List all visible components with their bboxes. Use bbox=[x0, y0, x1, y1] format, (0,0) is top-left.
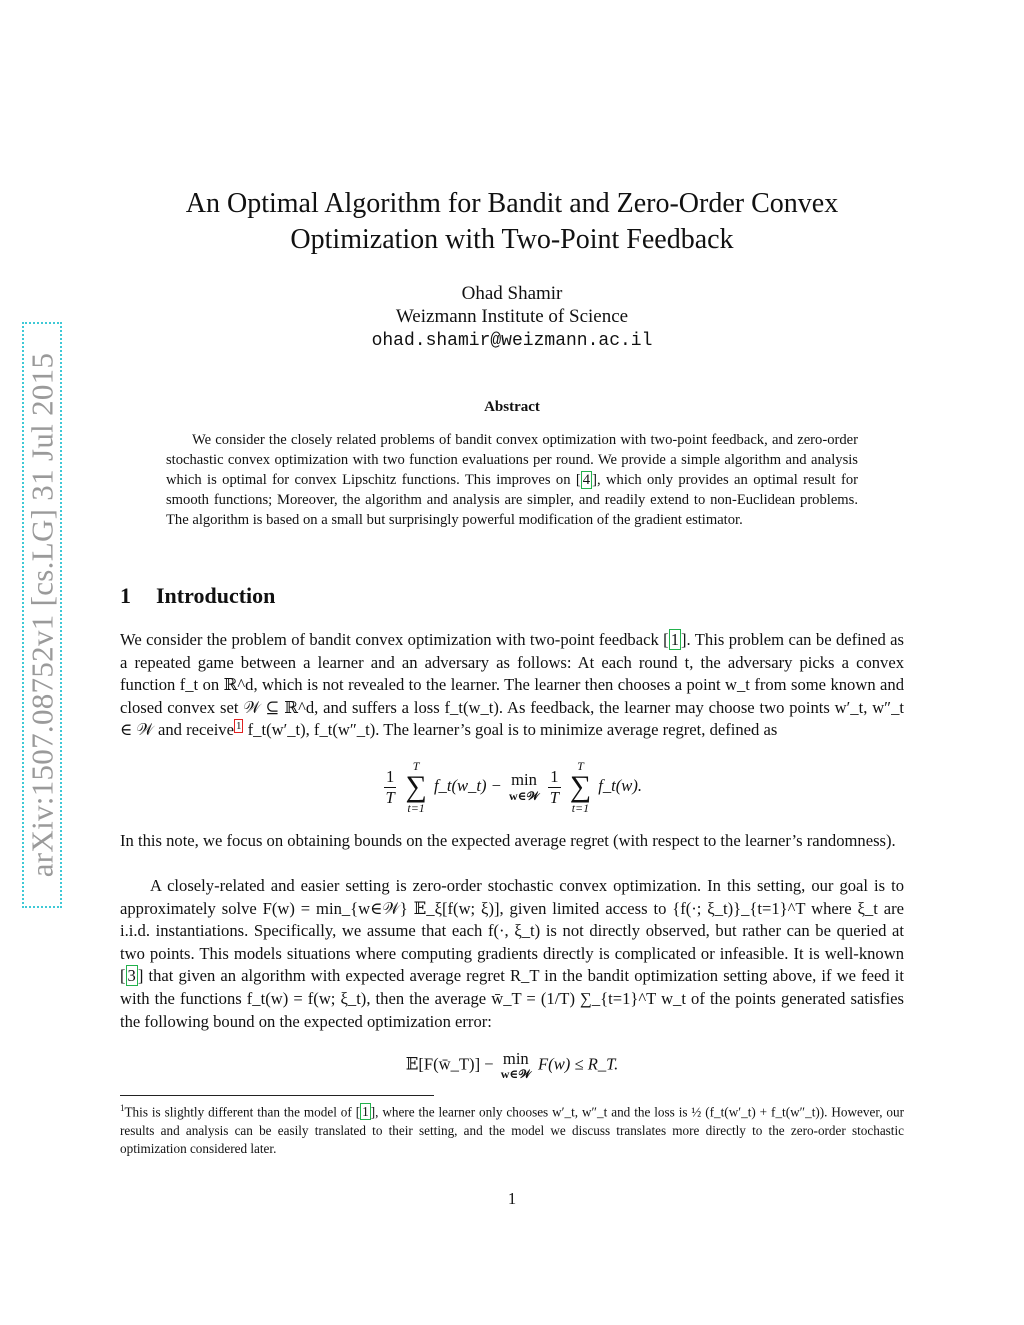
eq2-min: min w∈𝒲 bbox=[500, 1049, 531, 1082]
title-line-2: Optimization with Two-Point Feedback bbox=[290, 224, 734, 255]
eq1-min: min w∈𝒲 bbox=[508, 770, 540, 803]
footnote-mark: 1 bbox=[120, 1103, 125, 1113]
eq1-fraction-2: $\frac{1}{T}$ bbox=[549, 766, 560, 807]
eq1-term-2: f_t(w). bbox=[598, 775, 643, 795]
citation-link[interactable]: 4 bbox=[582, 472, 591, 488]
regret-equation bbox=[120, 760, 904, 824]
footnote-link[interactable]: 1 bbox=[235, 719, 242, 732]
p1-part-b: ]. This problem can be defined as a repeated game between a learner and an adversary as follows: At each round t, the adversary picks a convex function f_t on ℝ^d, which is not revealed to the learner. The learner then chooses a point w_t from some known and closed convex set 𝒲 ⊆ ℝ^d, and suffers a loss f_t(w_t). As feedback, the learner may choose two points w′_t, w″_t ∈ 𝒲 and receive bbox=[120, 630, 904, 740]
eq1-term-1: f_t(w_t) − bbox=[433, 775, 502, 795]
page-number: 1 bbox=[507, 1189, 517, 1208]
p1-part-a: We consider the problem of bandit convex optimization with two-point feedback [ bbox=[120, 630, 669, 649]
section-heading bbox=[120, 582, 275, 610]
optimization-error-equation bbox=[120, 1050, 904, 1081]
fn-part-a: This is slightly different than the model of [ bbox=[124, 1104, 361, 1120]
abstract-part-2: , which only provides an optimal result for smooth functions; Moreover, the algorithm and analysis are simpler, and readily extend to non-Euclidean problems. The algorithm is based on a small but surprisingly powerful modification of the gradient estimator. bbox=[166, 472, 858, 528]
footnote-text bbox=[120, 1099, 904, 1159]
footnote-rule bbox=[120, 1095, 434, 1096]
fn-part-b: ], where the learner only chooses w′_t, w″_t and the loss is ½ (f_t(w′_t) + f_t(w″_t)). However, our results and analysis can be easily translated to their setting, and the model we discuss translates more directly to the zero-order stochastic optimization considered later. bbox=[120, 1104, 904, 1157]
intro-paragraph-2: In this note, we focus on obtaining bounds on the expected average regret (with respect to the learner’s randomness). bbox=[120, 831, 896, 850]
eq1-fraction: $\frac{1}{T}$ bbox=[385, 766, 395, 807]
paper-title bbox=[120, 186, 904, 258]
section-title: Introduction bbox=[156, 583, 276, 608]
eq2-right: F(w) ≤ R_T. bbox=[538, 1054, 619, 1074]
title-line-1: An Optimal Algorithm for Bandit and Zero-Order Convex bbox=[185, 188, 839, 219]
arxiv-stamp bbox=[22, 322, 62, 908]
citation-link[interactable]: 1 bbox=[670, 630, 679, 649]
author-name: Ohad Shamir bbox=[461, 283, 563, 304]
citation-link[interactable]: 3 bbox=[127, 966, 136, 986]
abstract-heading: Abstract bbox=[484, 399, 540, 415]
arxiv-identifier: arXiv:1507.08752v1 [cs.LG] 31 Jul 2015 bbox=[24, 352, 60, 878]
citation-link[interactable]: 1 bbox=[362, 1104, 369, 1120]
p3-part-b: ] that given an algorithm with expected average regret R_T in the bandit optimization setting above, if we feed it with the functions f_t(w) = f(w; ξ_t), then the average w̄_T = (1/T) ∑_{t=1}^T w_t of the points generated satisfies the following bound on the expected optimization error: bbox=[120, 966, 904, 1031]
intro-paragraph-1 bbox=[120, 629, 904, 742]
p1-part-c: f_t(w′_t), f_t(w″_t). The learner’s goal is to minimize average regret, defined as bbox=[243, 720, 778, 740]
intro-paragraph-3 bbox=[120, 875, 904, 1033]
abstract-text: We consider the closely related problems of bandit convex optimization with two-point feedback, and zero-order stochastic convex optimization with two function evaluations per round. We provide a simple algorithm and analysis which is optimal for convex Lipschitz functions. This improves on [ 4 ], which only provides an optimal result for smooth functions; Moreover, the algorithm and analysis are simpler, and readily extend to non-Euclidean problems. The algorithm is based on a small but surprisingly powerful modification of the gradient estimator. bbox=[166, 432, 858, 528]
eq1-sum: T ∑ t=1 bbox=[405, 759, 427, 815]
section-number: 1 bbox=[120, 583, 131, 608]
abstract-part-1: We consider the closely related problems of bandit convex optimization with two-point feedback, and zero-order stochastic convex optimization with two function evaluations per round. We provide a simple algorithm and analysis which is optimal for convex Lipschitz functions. This improves on bbox=[166, 432, 858, 488]
author-institution: Weizmann Institute of Science bbox=[395, 306, 629, 327]
eq1-sum-2: T ∑ t=1 bbox=[569, 759, 592, 815]
author-email[interactable]: ohad.shamir@weizmann.ac.il bbox=[371, 331, 653, 351]
eq2-left: 𝔼[F(w̄_T)] − bbox=[405, 1054, 494, 1074]
p3-part-a: A closely-related and easier setting is zero-order stochastic convex optimization. In this setting, our goal is to approximately solve F(w) = min_{w∈𝒲} 𝔼_ξ[f(w; ξ)], given limited access to {f(·; ξ_t)}_{t=1}^T where ξ_t are i.i.d. instantiations. Specifically, we assume that each f(·, ξ_t) is not directly observed, but rather can be queried at two points. This models situations where computing gradients directly is complicated or infeasible. It is well-known [ bbox=[120, 876, 904, 986]
